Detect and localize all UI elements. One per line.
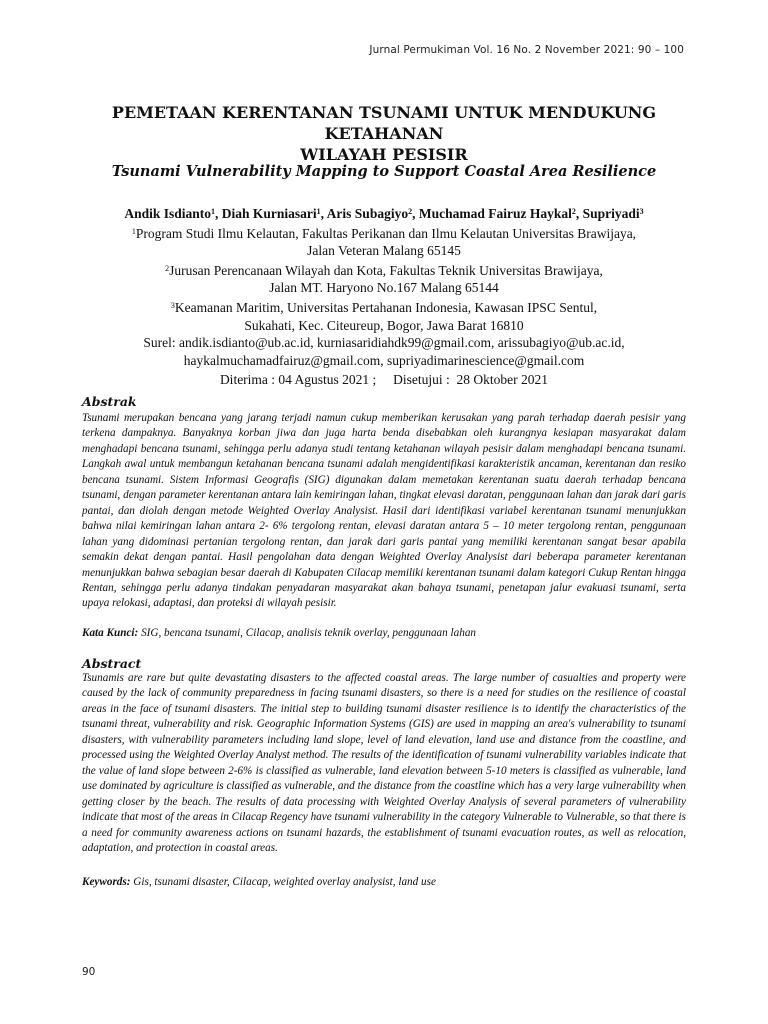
author-name: , Aris Subagiyo [320,206,409,221]
article-title [70,102,698,165]
affiliation-line: Program Studi Ilmu Kelautan, Fakultas Perikanan dan Ilmu Kelautan Universitas Brawijaya, [135,225,637,241]
author-name: Andik Isdianto [124,206,212,221]
affiliation-line: Jalan MT. Haryono No.167 Malang 65144 [269,280,499,296]
email-line-1: Surel: andik.isdianto@ub.ac.id, kurniasaridiahdk99@gmail.com, arissubagiyo@ub.ac.id, [143,335,625,351]
author-sup: 2 [408,207,413,216]
author-sup: 1 [211,207,216,216]
submission-dates: Diterima : 04 Agustus 2021 ; Disetujui : 28 Oktober 2021 [219,372,549,388]
title-line-1: PEMETAAN KERENTANAN TSUNAMI UNTUK MENDUKUNG KETAHANAN [111,103,657,143]
title-line-2: WILAYAH PESISIR [300,145,468,164]
author-name: , Muchamad Fairuz Haykal [412,206,572,221]
keywords-label: Kata Kunci: [82,627,139,639]
affiliation-line: Jurusan Perencanaan Wilayah dan Kota, Fakultas Teknik Universitas Brawijaya, [169,262,603,278]
keywords-label: Keywords: [82,876,131,888]
affiliation-line: Sukahati, Kec. Citeureup, Bogor, Jawa Barat 16810 [244,317,524,333]
affiliation-sup: 1 [131,226,136,236]
abstract-keywords [82,876,686,888]
abstrak-text: Tsunami merupakan bencana yang jarang terjadi namun cukup memberikan kerusakan yang parah terhadap daerah pesisir yang terkena dampaknya. Banyaknya korban jiwa dan juga harta benda disebabkan oleh kurangnya kesiapan masyarakat dalam menghadapi bencana tsunami, sehingga perlu adanya studi tentang ketahanan wilayah pesisir dalam menghadapi bencana tsunami. Langkah awal untuk membangun ketahanan bencana tsunami adalah mengidentifikasi karakteristik ancaman, kerentanan dan resiko bencana tsunami. Sistem Informasi Geografis (SIG) digunakan dalam memetakan kerentanan suatu daerah terhadap bencana tsunami, dengan parameter kerentanan antara lain kemiringan lahan, tingkat elevasi daratan, penggunaan lahan dan jarak dari garis pantai, dan diolah dengan metode Weighted Overlay Analysist. Hasil dari identifikasi variabel kerentanan tsunami menunjukkan bahwa nilai kemiringan lahan antara 2- 6% tergolong rentan, elevasi daratan antara 5 – 10 meter tergolong rentan, penggunaan lahan yang didominasi pertanian tergolong rentan, dan jarak dari garis pantai yang memiliki kerentanan sangat besar apabila semakin dekat dengan pantai. Hasil pengolahan data dengan Weighted Overlay Analysist dari beberapa parameter kerentanan menunjukkan bahwa sebagian besar daerah di Kabupaten Cilacap memiliki kerentanan tsunami dalam kategori Cukup Rentan hingga Rentan, sehingga perlu adanya tindakan penyadaran masyarakat akan bahaya tsunami, penetapan jalur evakuasi tsunami, serta upaya relokasi, adaptasi, dan proteksi di wilayah pesisir. [82,412,686,610]
author-sup: 3 [639,207,644,216]
running-head: Jurnal Permukiman Vol. 16 No. 2 November 2021: 90 – 100 [369,44,684,56]
author-name: , Diah Kurniasari [215,206,317,221]
author-block [60,203,708,389]
author-sup: 1 [316,207,321,216]
author-names [60,203,708,223]
article-subtitle: Tsunami Vulnerability Mapping to Support Coastal Area Resilience [111,163,657,180]
affiliation-line: Jalan Veteran Malang 65145 [307,243,461,259]
abstract-text: Tsunamis are rare but quite devastating disasters to the affected coastal areas. The large number of casualties and property were caused by the lack of community preparedness in facing tsunami disasters, so there is a need for studies on the resilience of coastal areas in the face of tsunami disasters. The initial step to building tsunami disaster resilience is to identify the characteristics of the tsunami threat, vulnerability and risk. Geographic Information Systems (GIS) are used in mapping an area's vulnerability to tsunami disasters, with vulnerability parameters including land slope, level of land elevation, land use and distance from the coastline, and processed using the Weighted Overlay Analyst method. The results of the identification of tsunami vulnerability variables indicate that the value of land slope between 2-6% is classified as vulnerable, land elevation between 5-10 meters is classified as vulnerable, land use dominated by agriculture is classified as vulnerable, and the distance from the coastline which has a very large vulnerability when getting closer by the beach. The results of data processing with Weighted Overlay Analysis of several parameters of vulnerability indicate that most of the areas in Cilacap Regency have tsunami vulnerability in the category Vulnerable to Vulnerable, so that there is a need for community awareness actions on tsunami hazards, the establishment of tsunami evacuation routes, as well as relocation, adaptation, and protection in coastal areas. [82,672,687,854]
keywords-text: Gis, tsunami disaster, Cilacap, weighted overlay analysist, land use [130,876,436,888]
abstract-heading: Abstract [82,656,142,671]
affiliation-line: Keamanan Maritim, Universitas Pertahanan Indonesia, Kawasan IPSC Sentul, [174,299,598,315]
author-name: , Supriyadi [575,206,640,221]
affiliation-sup: 3 [170,300,175,310]
affiliation-sup: 2 [165,263,170,273]
keywords-text: SIG, bencana tsunami, Cilacap, analisis teknik overlay, penggunaan lahan [138,627,477,639]
abstrak-heading: Abstrak [82,394,137,409]
abstrak-keywords [82,627,686,639]
page-number: 90 [82,966,96,978]
affiliation-3 [60,297,708,334]
affiliation-1 [60,223,708,260]
affiliation-2 [60,260,708,297]
email-line-2: haykalmuchamadfairuz@gmail.com, supriyadimarinescience@gmail.com [183,352,585,368]
author-sup: 2 [571,207,576,216]
